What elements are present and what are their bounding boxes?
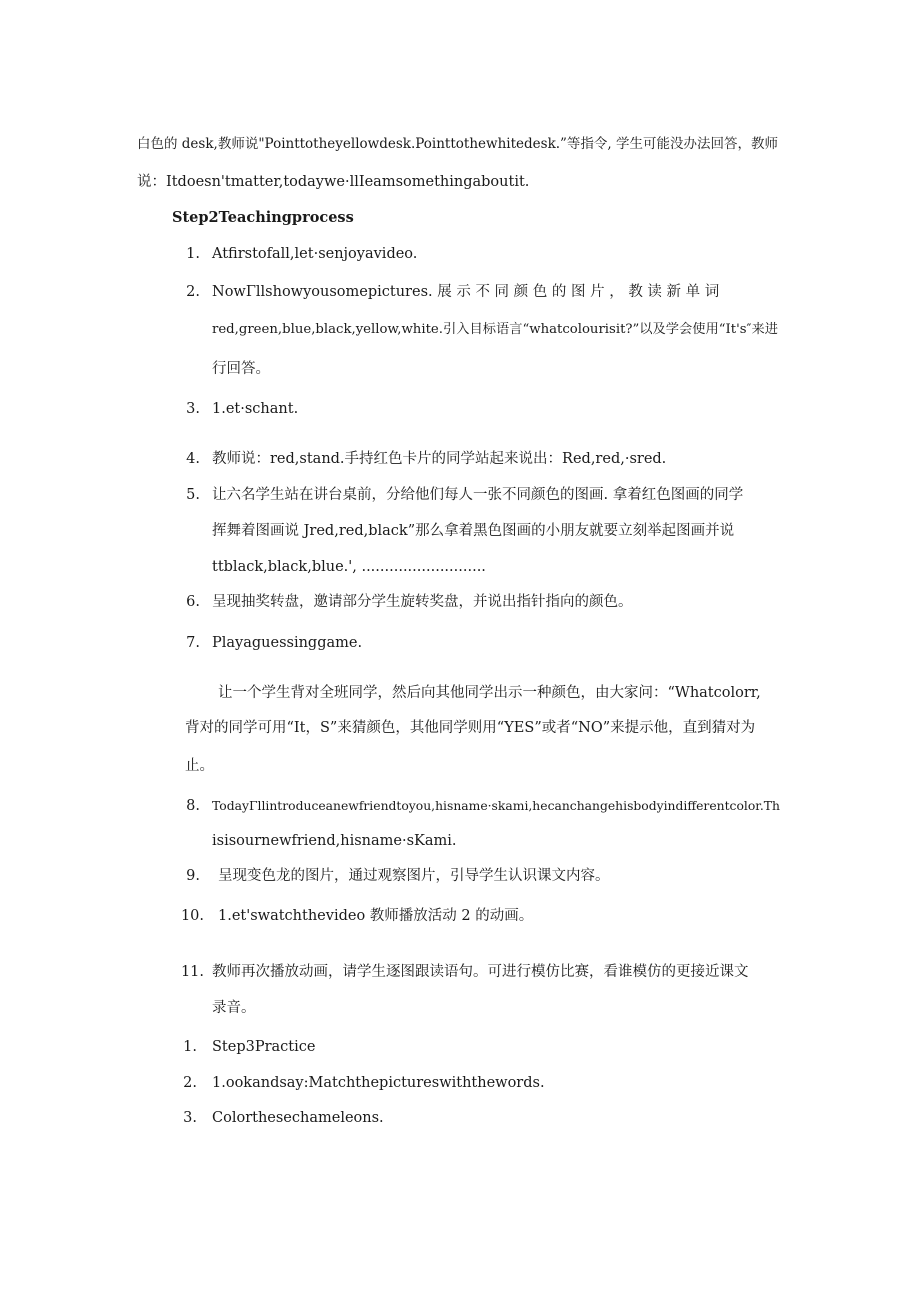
item-number: 10. bbox=[180, 908, 204, 924]
list-item-continuation: 挥舞着图画说 Jred,red,black”那么拿着黑色图画的小朋友就要立刻举起图画并说 bbox=[212, 523, 735, 539]
guess-paragraph-line: 止。 bbox=[185, 758, 214, 774]
item-number: 9. bbox=[186, 868, 200, 884]
item-number: 6. bbox=[186, 594, 200, 610]
item-number: 4. bbox=[186, 451, 200, 467]
list-item: 1.et·schant. bbox=[212, 401, 299, 417]
list-item: 教师再次播放动画，请学生逐图跟读语句。可进行模仿比赛，看谁模仿的更接近课文 bbox=[212, 964, 749, 980]
list-item: Atfirstofall,let·senjoyavideo. bbox=[212, 246, 418, 262]
guess-paragraph-line: 背对的同学可用“It，S”来猜颜色，其他同学则用“YES”或者“NO”来提示他，直到猜对为 bbox=[185, 720, 756, 736]
item-number: 3. bbox=[183, 1110, 197, 1126]
item-number: 2. bbox=[183, 1075, 197, 1091]
item-number: 7. bbox=[186, 635, 200, 651]
list-item: 教师说：red,stand.手持红色卡片的同学站起来说出：Red,red,·sred. bbox=[212, 451, 667, 467]
item-number: 11. bbox=[180, 964, 204, 980]
list-item-continuation: ttblack,black,blue.', ........................... bbox=[212, 559, 486, 575]
list-item: Colorthesechameleons. bbox=[212, 1110, 384, 1126]
list-item-continuation: 录音。 bbox=[212, 1000, 256, 1016]
list-item: 1.ookandsay:Matchthepictureswiththewords. bbox=[212, 1075, 545, 1091]
list-item: 1.et'swatchthevideo 教师播放活动 2 的动画。 bbox=[218, 908, 534, 924]
list-item-continuation: isisournewfriend,hisname·sKami. bbox=[212, 833, 457, 849]
list-item: 呈现抽奖转盘，邀请部分学生旋转奖盘，并说出指针指向的颜色。 bbox=[212, 594, 633, 610]
guess-paragraph-line: 让一个学生背对全班同学，然后向其他同学出示一种颜色，由大家问：“Whatcolorr, bbox=[218, 685, 761, 701]
intro-line-2: 说：Itdoesn'tmatter,todaywe·llIeamsomethingaboutit. bbox=[137, 174, 530, 190]
step2-heading: Step2Teachingprocess bbox=[172, 209, 354, 226]
list-item: 呈现变色龙的图片，通过观察图片，引导学生认识课文内容。 bbox=[218, 868, 610, 884]
item-number: 8. bbox=[186, 798, 200, 814]
item-number: 3. bbox=[186, 401, 200, 417]
item-number: 2. bbox=[186, 284, 200, 300]
list-item: 让六名学生站在讲台桌前，分给他们每人一张不同颜色的图画. 拿着红色图画的同学 bbox=[212, 487, 744, 503]
list-item: TodayΓllintroduceanewfriendtoyou,hisname·skami,hecanchangehisbodyindifferentcolor.Th bbox=[212, 799, 780, 813]
item-number: 1. bbox=[186, 246, 200, 262]
list-item: Step3Practice bbox=[212, 1039, 316, 1055]
item-number: 1. bbox=[183, 1039, 197, 1055]
list-item-continuation: 行回答。 bbox=[212, 361, 270, 377]
intro-line-1: 白色的 desk,教师说"Pointtotheyellowdesk.Pointtothewhitedesk.”等指令, 学生可能没办法回答，教师 bbox=[137, 136, 779, 152]
item-number: 5. bbox=[186, 487, 200, 503]
list-item: Playaguessinggame. bbox=[212, 635, 363, 651]
list-item-continuation: red,green,blue,black,yellow,white.引入目标语言“whatcolourisit?”以及学会使用“It's″来进 bbox=[212, 322, 779, 337]
list-item: NowΓllshowyousomepictures. 展 示 不 同 颜 色 的 图 片 ， 教 读 新 单 词 bbox=[212, 284, 720, 300]
